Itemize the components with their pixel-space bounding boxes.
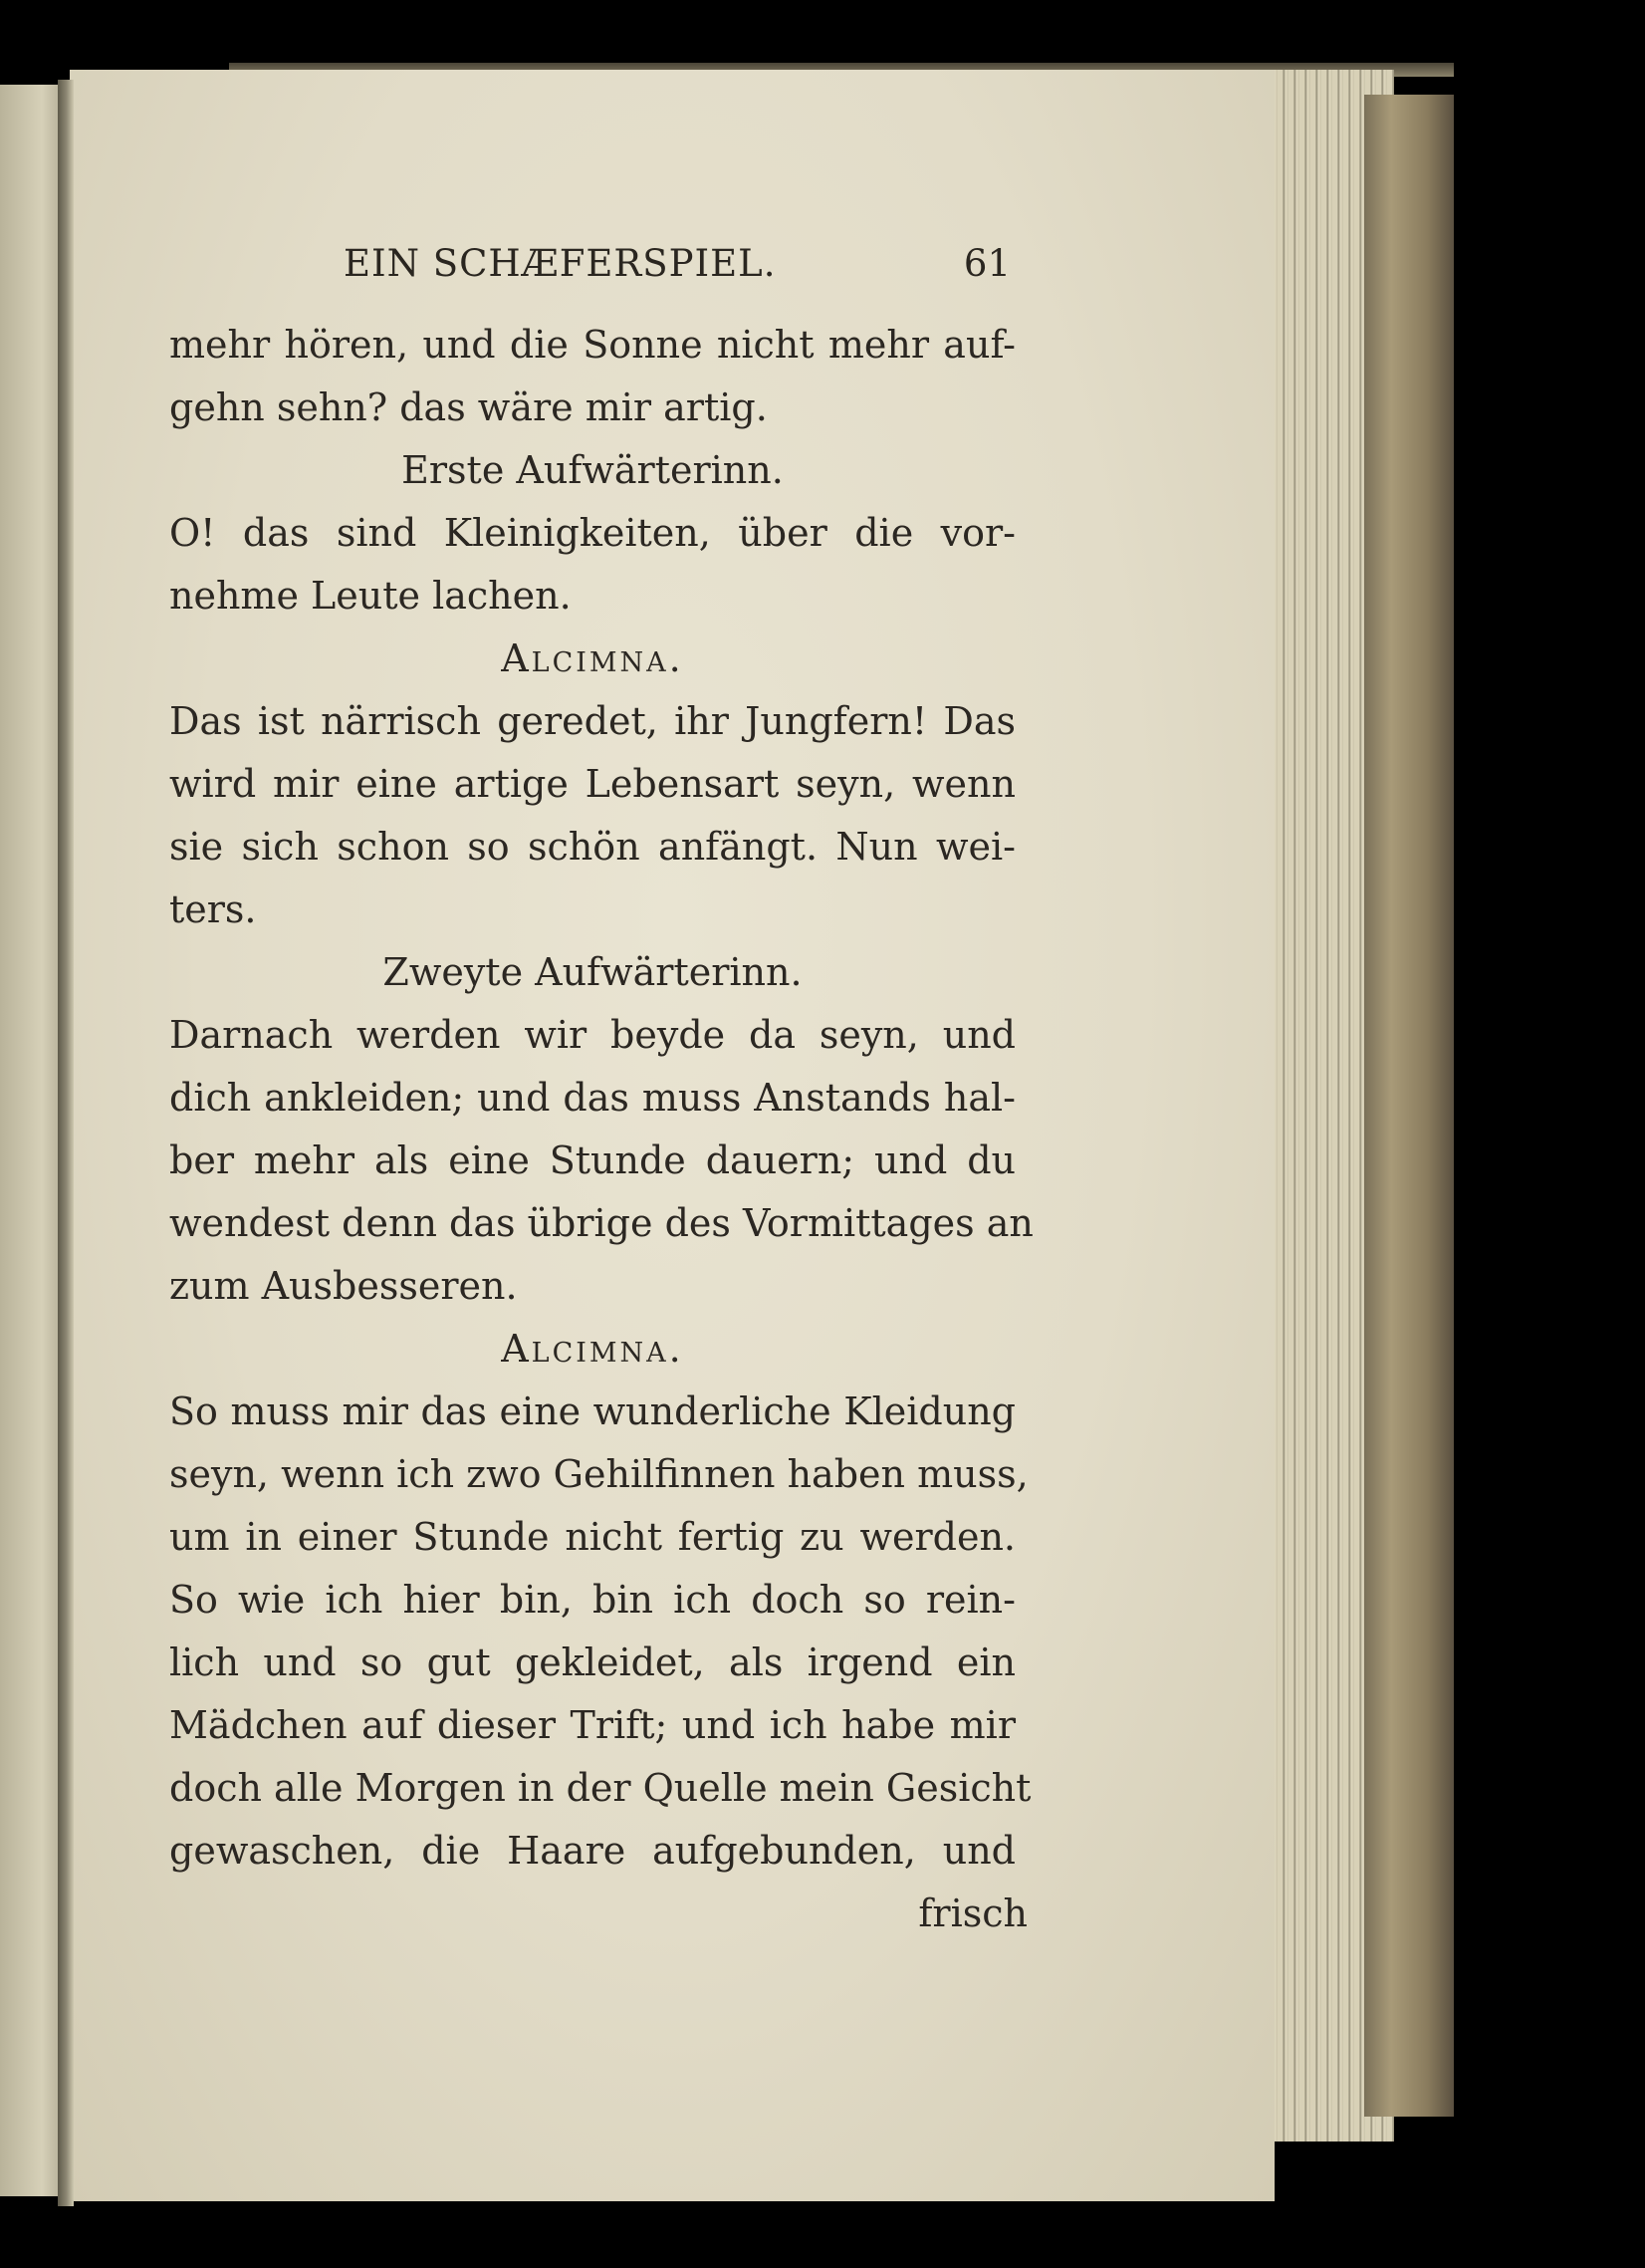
speaker-heading: Zweyte Aufwärterinn. bbox=[382, 950, 803, 994]
text-line: gehn sehn? das wäre mir artig. bbox=[169, 385, 768, 429]
book-cover-spine bbox=[1364, 95, 1454, 2117]
speaker-heading: Erste Aufwärterinn. bbox=[401, 448, 784, 492]
text-line: ber mehr als eine Stunde dauern; und du bbox=[169, 1138, 1016, 1182]
text-line: doch alle Morgen in der Quelle mein Gesicht bbox=[169, 1766, 1032, 1810]
speaker-heading: Alcimna. bbox=[501, 1327, 684, 1371]
text-line: nehme Leute lachen. bbox=[169, 574, 572, 618]
page-number: 61 bbox=[963, 242, 1011, 285]
book-gutter bbox=[58, 80, 74, 2206]
page-header bbox=[344, 242, 1011, 285]
catchword: frisch bbox=[918, 1891, 1028, 1935]
text-line: wendest denn das übrige des Vormittages an bbox=[169, 1201, 1034, 1245]
text-line: Darnach werden wir beyde da seyn, und bbox=[169, 1013, 1016, 1057]
text-line: So wie ich hier bin, bin ich doch so rein- bbox=[169, 1578, 1016, 1622]
text-line: gewaschen, die Haare aufgebunden, und bbox=[169, 1829, 1016, 1873]
text-line: lich und so gut gekleidet, als irgend ein bbox=[169, 1640, 1016, 1684]
text-line: zum Ausbesseren. bbox=[169, 1264, 518, 1308]
text-line: So muss mir das eine wunderliche Kleidung bbox=[169, 1389, 1016, 1433]
text-line: um in einer Stunde nicht fertig zu werden. bbox=[169, 1515, 1016, 1559]
text-line: seyn, wenn ich zwo Gehilfinnen haben muss, bbox=[169, 1452, 1029, 1496]
text-line: sie sich schon so schön anfängt. Nun wei- bbox=[169, 825, 1016, 869]
text-line: O! das sind Kleinigkeiten, über die vor- bbox=[169, 511, 1016, 555]
running-title: EIN SCHÆFERSPIEL. bbox=[344, 242, 777, 285]
text-line: wird mir eine artige Lebensart seyn, wenn bbox=[169, 762, 1016, 806]
speaker-heading: Alcimna. bbox=[501, 636, 684, 680]
text-line: ters. bbox=[169, 887, 257, 931]
text-line: Mädchen auf dieser Trift; und ich habe mir bbox=[169, 1703, 1016, 1747]
text-line: dich ankleiden; und das muss Anstands hal- bbox=[169, 1076, 1016, 1120]
text-line: Das ist närrisch geredet, ihr Jungfern! Das bbox=[169, 699, 1016, 743]
text-line: mehr hören, und die Sonne nicht mehr auf- bbox=[169, 323, 1016, 367]
